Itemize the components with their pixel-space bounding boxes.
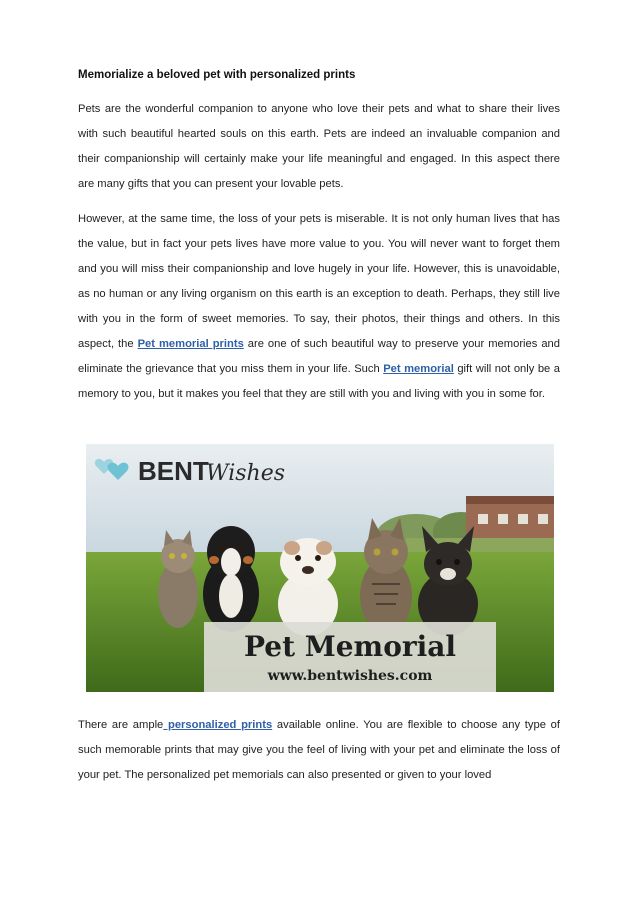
- paragraph-intro: Pets are the wonderful companion to anyone who love their pets and what to share their lives with such beautiful hearted souls on this earth. Pets are indeed an invaluable companion and their companionship will certainly make your life meaningful and engaged. In this aspect there are many gifts that you can present your lovable pets.: [78, 103, 560, 190]
- bulldog-puppy: [278, 538, 338, 636]
- pet-memorial-banner: [86, 444, 554, 692]
- document-body: [78, 68, 560, 417]
- paragraph-loss-text-2: are one of such beautiful way to preserve your memories and eliminate the grievance that you miss them in your life. Such: [78, 338, 560, 375]
- paragraph-prints-text-2: available online. You are flexible to choose any type of such memorable prints that may give you the feel of living with your pet and eliminate the loss of your pet. The personalized pet memorials can also presented or given to your loved: [78, 719, 560, 781]
- pet-memorial-prints-link[interactable]: Pet memorial prints: [137, 338, 244, 350]
- banner-heading: Pet Memorial: [243, 630, 457, 663]
- personalized-prints-link[interactable]: personalized prints: [163, 719, 273, 731]
- bernese-puppy: [203, 526, 259, 632]
- paragraph-prints-container: [78, 713, 560, 798]
- pet-memorial-link[interactable]: Pet memorial: [383, 363, 454, 375]
- paragraph-prints-text-1: There are ample: [78, 719, 164, 731]
- document-title: Memorialize a beloved pet with personalized prints: [78, 69, 356, 81]
- paragraph-loss-text-1: However, at the same time, the loss of your pets is miserable. It is not only human lives that has the value, but in fact your pets lives have more value to you. You will never want to forget them and you will miss their companionship and love hugely in your life. However, this is unavoidable, as no human or any living organism on this earth is an exception to death. Perhaps, they still live with you in the form of sweet memories. To say, their photos, their things and others. In this aspect, the: [78, 213, 560, 350]
- banner-url: www.bentwishes.com: [267, 668, 433, 684]
- paragraph-prints: [78, 713, 560, 788]
- brand-name-a: BENT: [138, 456, 209, 486]
- brand-name-b: Wishes: [206, 461, 286, 486]
- paragraph-loss: [78, 207, 560, 407]
- paragraph-loss-text-3: gift will not only be a memory to you, but it makes you feel that they are still with you and living with you in some for.: [78, 363, 560, 400]
